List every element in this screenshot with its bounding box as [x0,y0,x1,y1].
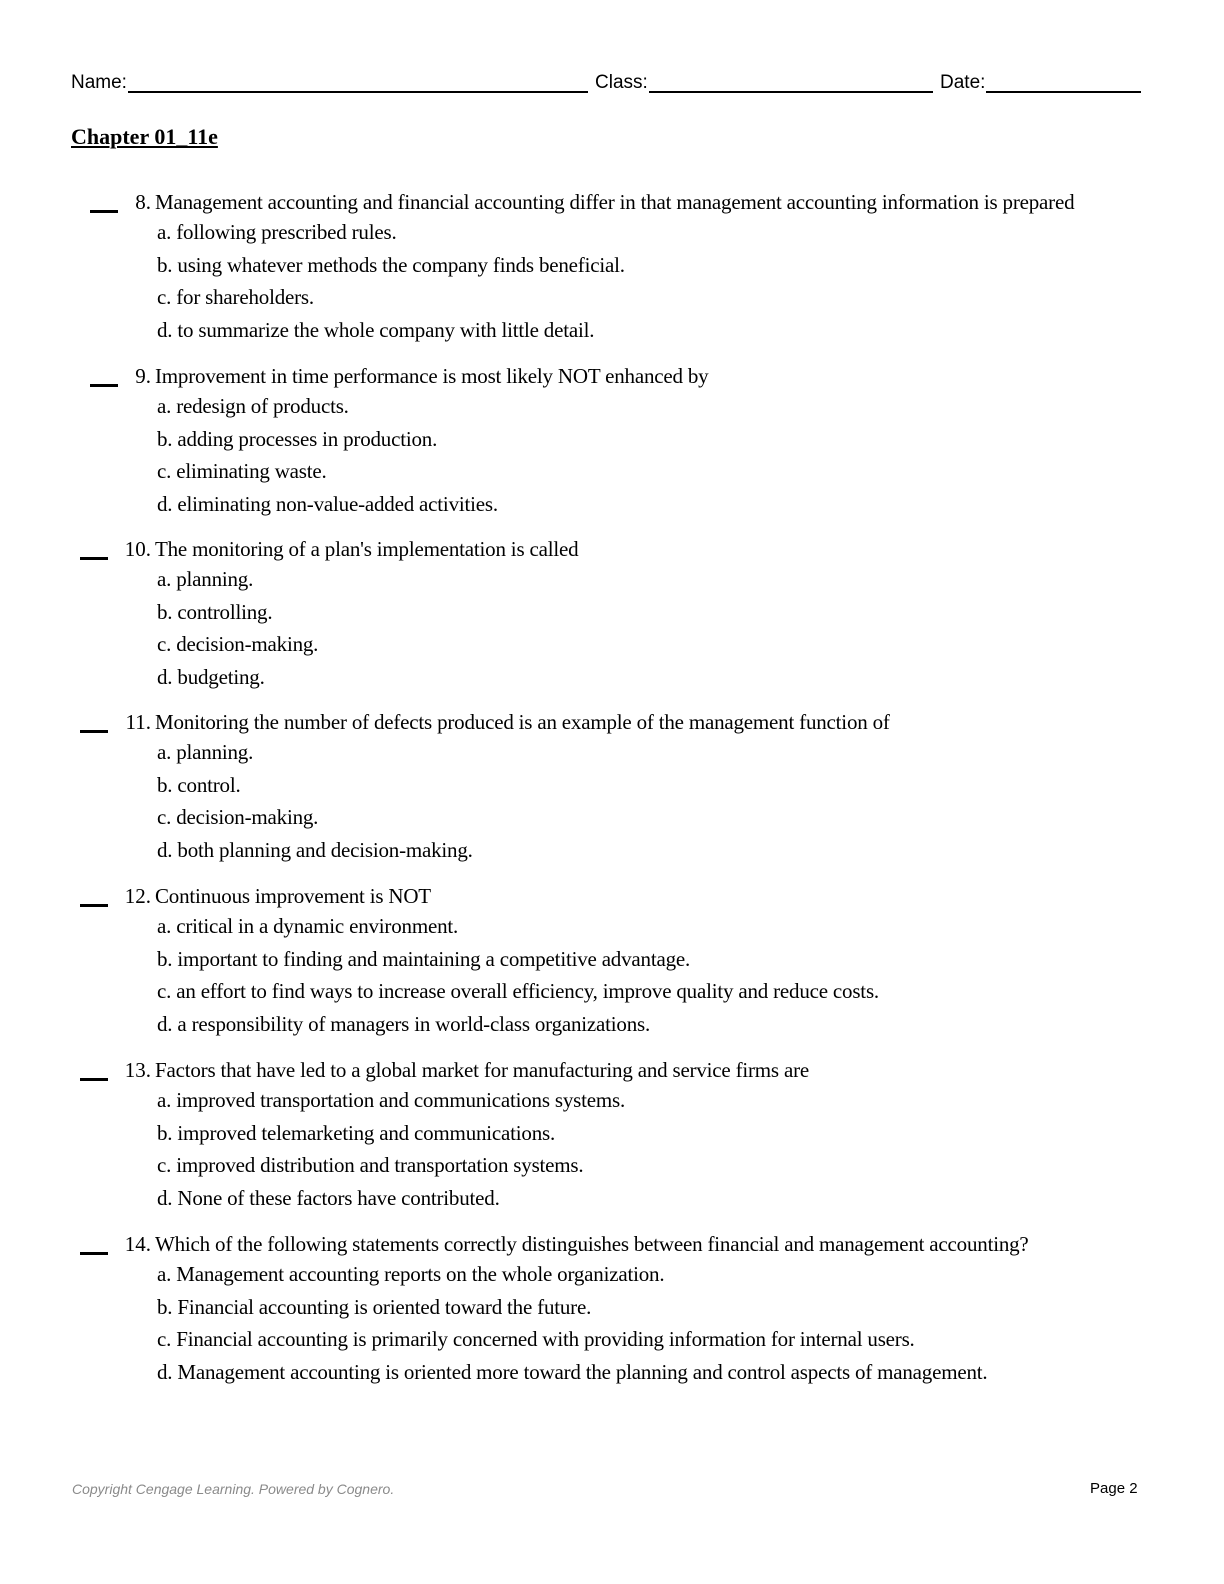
choice-b: b. using whatever methods the company finds beneficial. [157,253,625,277]
choice-b: b. adding processes in production. [157,427,438,451]
choice-d: d. Management accounting is oriented more toward the planning and control aspects of management. [157,1360,988,1384]
choice-a: a. following prescribed rules. [157,220,397,244]
choice-c: c. improved distribution and transportation systems. [157,1153,584,1177]
class-field[interactable] [595,72,648,94]
choice-c: c. eliminating waste. [157,459,327,483]
choice-d: d. to summarize the whole company with little detail. [157,318,595,342]
question-number: 9. [135,364,151,388]
question-stem: Which of the following statements correctly distinguishes between financial and management accounting? [155,1232,1029,1256]
choice-d: d. both planning and decision-making. [157,838,473,862]
choice-b: b. improved telemarketing and communications. [157,1121,556,1145]
choice-d: d. eliminating non-value-added activities. [157,492,498,516]
answer-blank-10[interactable] [80,557,108,560]
copyright-notice: Copyright Cengage Learning. Powered by Cognero. [72,1481,395,1497]
choice-a: a. planning. [157,567,254,591]
answer-blank-12[interactable] [80,904,108,907]
choice-b: b. important to finding and maintaining a competitive advantage. [157,947,691,971]
page-number: Page 2 [1090,1480,1138,1497]
choice-d: d. budgeting. [157,665,265,689]
choice-c: c. for shareholders. [157,285,314,309]
question-number: 13. [124,1058,151,1082]
worksheet-header [71,72,1141,98]
question-stem: Continuous improvement is NOT [155,884,431,908]
choice-c: c. decision-making. [157,805,319,829]
choice-a: a. Management accounting reports on the whole organization. [157,1262,665,1286]
name-line [128,91,588,93]
question-stem: The monitoring of a plan's implementation is called [155,537,579,561]
name-field[interactable] [71,72,127,94]
question-number: 12. [124,884,151,908]
question-stem: Monitoring the number of defects produced is an example of the management function of [155,710,890,734]
choice-d: d. a responsibility of managers in world-class organizations. [157,1012,651,1036]
choice-c: c. an effort to find ways to increase overall efficiency, improve quality and reduce costs. [157,979,879,1003]
question-number: 14. [124,1232,151,1256]
class-label: Class: [595,72,648,93]
choice-a: a. planning. [157,740,254,764]
date-line [986,91,1141,93]
name-label: Name: [71,72,127,93]
choice-b: b. control. [157,773,241,797]
question-stem: Improvement in time performance is most likely NOT enhanced by [155,364,709,388]
choice-a: a. critical in a dynamic environment. [157,914,459,938]
answer-blank-13[interactable] [80,1078,108,1081]
class-line [649,91,933,93]
choice-c: c. decision-making. [157,632,319,656]
question-stem: Management accounting and financial accounting differ in that management accounting information is prepared [155,190,1075,214]
choice-a: a. redesign of products. [157,394,349,418]
answer-blank-11[interactable] [80,730,108,733]
choice-b: b. Financial accounting is oriented toward the future. [157,1295,592,1319]
choice-b: b. controlling. [157,600,273,624]
choice-a: a. improved transportation and communications systems. [157,1088,626,1112]
question-number: 10. [124,537,151,561]
choice-d: d. None of these factors have contributed. [157,1186,500,1210]
question-number: 11. [125,710,151,734]
question-number: 8. [135,190,151,214]
date-label: Date: [940,72,986,93]
choice-c: c. Financial accounting is primarily concerned with providing information for internal users. [157,1327,915,1351]
answer-blank-14[interactable] [80,1252,108,1255]
question-stem: Factors that have led to a global market for manufacturing and service firms are [155,1058,809,1082]
chapter-title: Chapter 01_11e [71,124,218,149]
date-field[interactable] [940,72,985,94]
